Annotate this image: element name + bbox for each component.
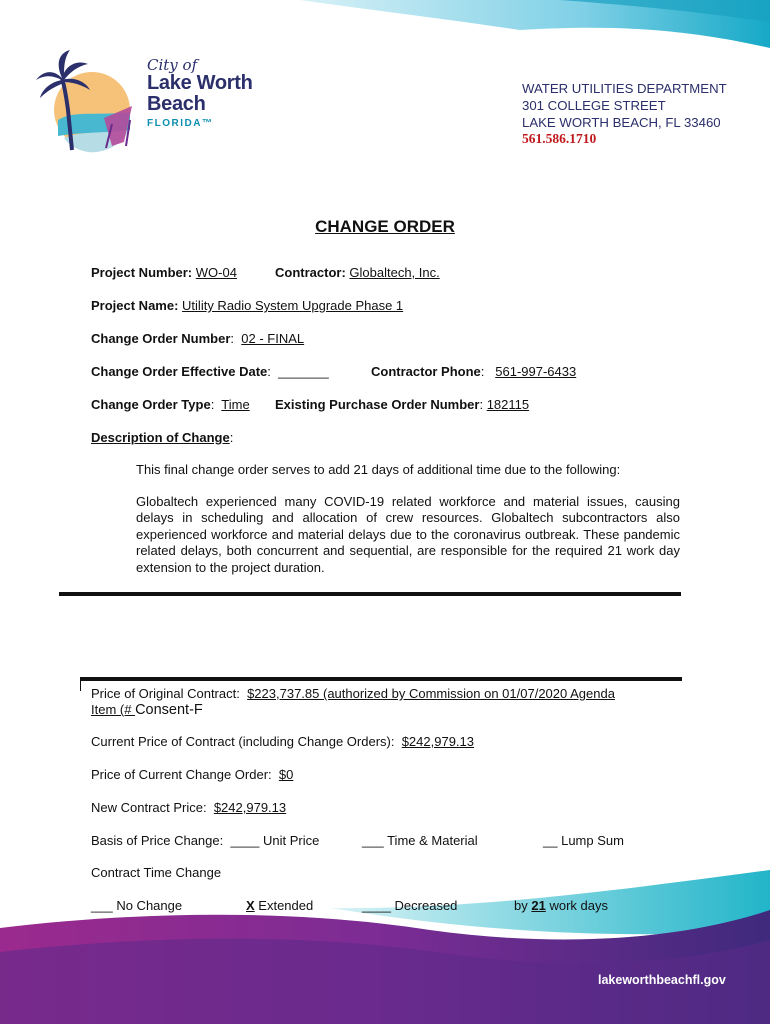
days-cell [514, 898, 608, 913]
logo-lake-worth: Lake Worth [147, 72, 253, 94]
basis-lump-option: Lump Sum [561, 833, 624, 848]
separator-lower-tick [80, 681, 81, 691]
current-price-label: Current Price of Contract (including Change Orders): [91, 734, 395, 749]
po-number-label: Existing Purchase Order Number [275, 397, 480, 412]
days-prefix: by [514, 898, 528, 913]
effective-date-row: Change Order Effective Date: _______ [91, 364, 329, 379]
city-state-zip: LAKE WORTH BEACH, FL 33460 [522, 115, 721, 130]
basis-tm-option: Time & Material [387, 833, 478, 848]
change-order-type-label: Change Order Type [91, 397, 211, 412]
page-title: CHANGE ORDER [315, 217, 455, 236]
contractor-phone-label: Contractor Phone [371, 364, 481, 379]
department-phone: 561.586.1710 [522, 131, 597, 146]
original-price-value: $223,737.85 (authorized by Commission on 01/07/2020 Agenda [247, 686, 615, 701]
effective-date-value: _______ [278, 364, 329, 379]
logo-city-of: City of [147, 56, 198, 74]
description-heading-row: Description of Change: [91, 430, 234, 445]
days-suffix: work days [549, 898, 608, 913]
footer-website: lakeworthbeachfl.gov [598, 973, 726, 987]
decreased-cell [362, 898, 457, 913]
project-number-row [91, 265, 237, 280]
logo-beach: Beach [147, 93, 206, 115]
contractor-label: Contractor: [275, 265, 346, 280]
basis-unit-option: Unit Price [263, 833, 320, 848]
decreased-option: Decreased [394, 898, 458, 913]
original-price-item-row [91, 702, 203, 718]
contractor-phone-row: Contractor Phone: 561-997-6433 [371, 364, 577, 379]
extended-mark[interactable]: X [246, 898, 255, 913]
no-change-option: No Change [116, 898, 183, 913]
description-intro: This final change order serves to add 21 days of additional time due to the following: [136, 462, 621, 477]
palm-tree-beach-icon [34, 50, 144, 160]
basis-row [91, 833, 319, 848]
decreased-blank[interactable]: ____ [362, 898, 391, 913]
description-body: Globaltech experienced many COVID-19 related workforce and material issues, causing delays in scheduling and allocation of crew resources. Globaltech subcontractors also experienced workforce and material delays due to the coronavirus outbreak. These pandemic related delays, both concurrent and sequential, are responsible for the required 21 work day extension to the project duration. [136, 494, 680, 575]
separator-upper [59, 592, 681, 596]
extended-cell [246, 898, 313, 913]
description-label: Description of Change [91, 430, 230, 445]
change-price-label: Price of Current Change Order: [91, 767, 272, 782]
change-price-row [91, 767, 293, 782]
original-price-row [91, 686, 615, 701]
logo-florida: FLORIDA™ [147, 118, 214, 129]
basis-tm-blank[interactable]: ___ [362, 833, 384, 848]
time-change-label: Contract Time Change [91, 865, 222, 880]
project-name-value: Utility Radio System Upgrade Phase 1 [182, 298, 404, 313]
new-price-row [91, 800, 286, 815]
no-change-cell [91, 898, 182, 913]
city-logo [34, 50, 264, 160]
days-value: 21 [531, 898, 546, 913]
change-price-value: $0 [278, 767, 294, 782]
project-name-row [91, 298, 403, 313]
contractor-phone-value: 561-997-6433 [495, 364, 577, 379]
change-order-type-value: Time [221, 397, 250, 412]
separator-lower [80, 677, 682, 681]
contractor-value: Globaltech, Inc. [349, 265, 440, 280]
change-order-number-row: Change Order Number: 02 - FINAL [91, 331, 305, 346]
po-number-row: Existing Purchase Order Number: 182115 [275, 397, 530, 412]
project-number-label: Project Number: [91, 265, 193, 280]
po-number-value: 182115 [486, 397, 530, 412]
current-price-value: $242,979.13 [401, 734, 474, 749]
new-price-value: $242,979.13 [213, 800, 287, 815]
project-name-label: Project Name: [91, 298, 179, 313]
original-price-item-prefix: Item (# [91, 702, 136, 717]
original-price-label: Price of Original Contract: [91, 686, 240, 701]
contractor-row [275, 265, 440, 280]
basis-tm-cell [362, 833, 478, 848]
basis-unit-blank[interactable]: ____ [230, 833, 260, 848]
current-price-row [91, 734, 474, 749]
change-order-number-value: 02 - FINAL [241, 331, 305, 346]
extended-option: Extended [258, 898, 314, 913]
original-price-item: Consent-F [135, 702, 203, 718]
change-order-type-row: Change Order Type: Time [91, 397, 250, 412]
change-order-number-label: Change Order Number [91, 331, 231, 346]
project-number-value: WO-04 [195, 265, 237, 280]
effective-date-label: Change Order Effective Date [91, 364, 268, 379]
department-name: WATER UTILITIES DEPARTMENT [522, 81, 727, 96]
basis-label: Basis of Price Change: [91, 833, 224, 848]
new-price-label: New Contract Price: [91, 800, 207, 815]
street-address: 301 COLLEGE STREET [522, 98, 666, 113]
basis-lump-blank[interactable]: __ [543, 833, 558, 848]
no-change-blank[interactable]: ___ [91, 898, 113, 913]
footer-wave-graphic [0, 870, 770, 1024]
basis-lump-cell [543, 833, 624, 848]
